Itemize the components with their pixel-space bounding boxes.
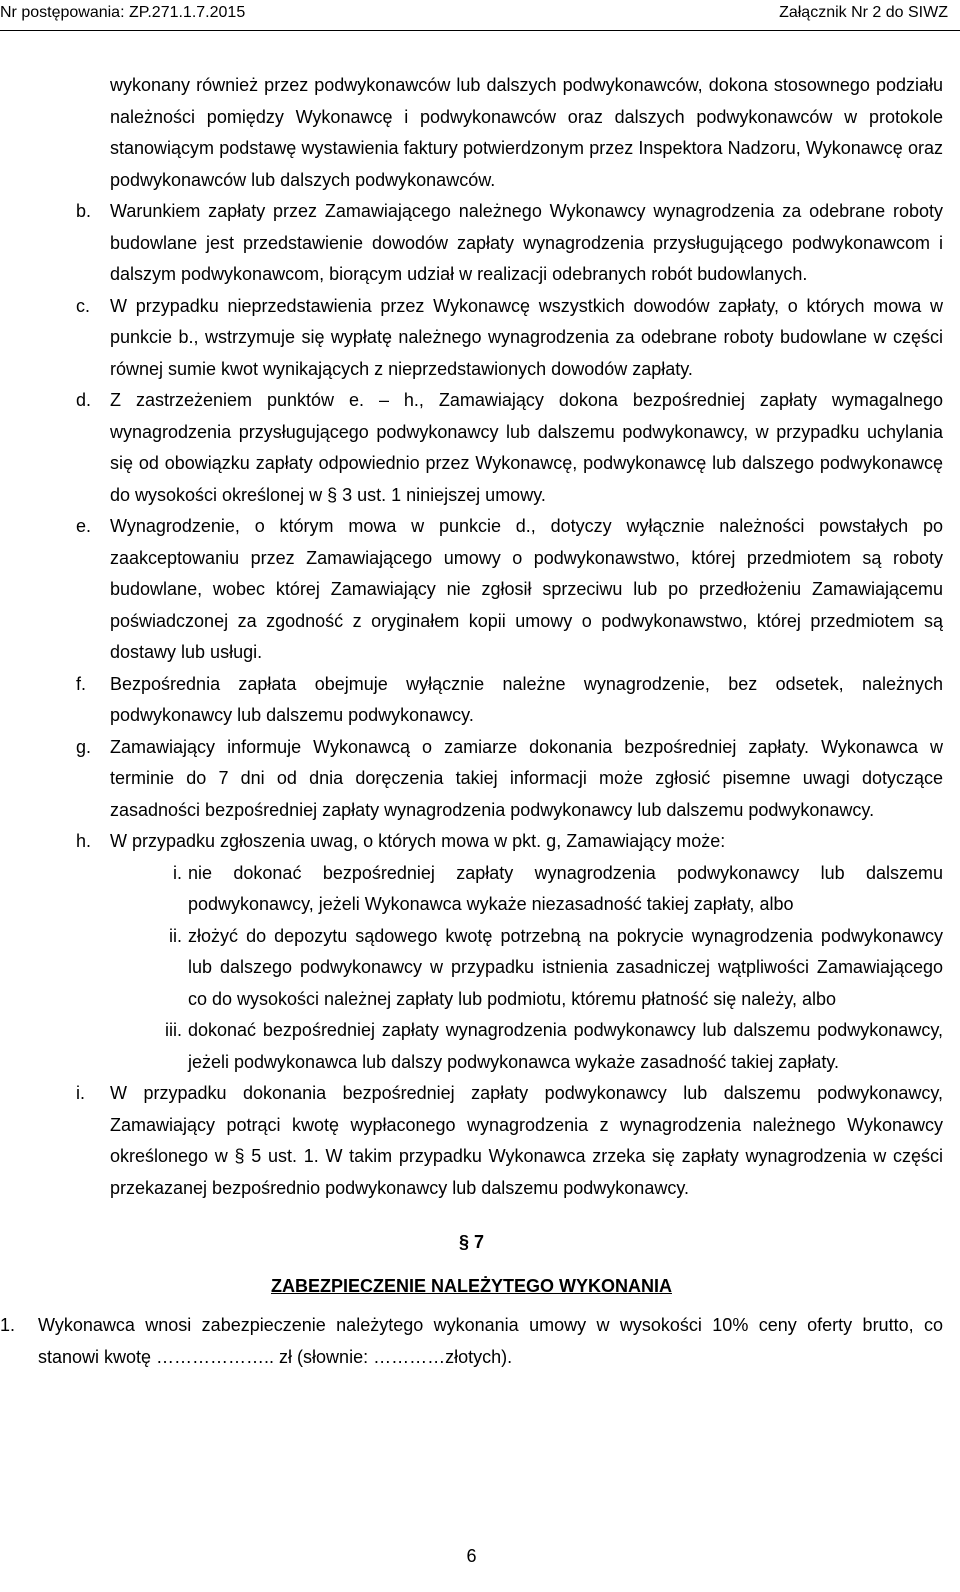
sublist-item-text: dokonać bezpośredniej zapłaty wynagrodzenia podwykonawcy lub dalszemu podwykonawcy, jeżeli podwykonawca lub dalszy podwykonawca wykaże zasadność takiej zapłaty. [188, 1020, 943, 1072]
list-marker: h. [76, 831, 92, 851]
section-item-text: Wykonawca wnosi zabezpieczenie należytego wykonania umowy w wysokości 10% ceny oferty brutto, co stanowi kwotę ……………….. zł (słownie: …………złotych). [38, 1315, 943, 1367]
list-item-text: Wynagrodzenie, o którym mowa w punkcie d., dotyczy wyłącznie należności powstałych po zaakceptowaniu przez Zamawiającego umowy o podwykonawstwo, której przedmiotem są roboty budowlane, wobec której Zamawiający nie zgłosił sprzeciwu lub po przedłożeniu Zamawiającemu poświadczonej za zgodność z oryginałem kopii umowy o podwykonawstwo, której przedmiotem są dostawy lub usługi. [110, 516, 943, 662]
list-item-c [76, 291, 943, 386]
sublist-item-ii [169, 921, 943, 1016]
header-reference: Nr postępowania: ZP.271.1.7.2015 [0, 4, 246, 21]
sublist-item-i [173, 858, 943, 921]
continued-paragraph: wykonany również przez podwykonawców lub dalszych podwykonawców, dokona stosownego podziału należności pomiędzy Wykonawcę i podwykonawców oraz dalszych podwykonawców w protokole stanowiącym podstawę wystawienia faktury potwierdzonym przez Inspektora Nadzoru, Wykonawcę oraz podwykonawców lub dalszych podwykonawców. [110, 75, 943, 190]
sublist-item-text: nie dokonać bezpośredniej zapłaty wynagrodzenia podwykonawcy lub dalszemu podwykonawcy, jeżeli Wykonawca wykaże niezasadność takiej zapłaty, albo [188, 862, 943, 914]
page-number: 6 [466, 1546, 477, 1566]
list-item-e [76, 511, 943, 669]
list-marker: g. [76, 736, 92, 757]
list-item-h [76, 826, 943, 858]
list-item-b [76, 196, 943, 291]
header-attachment: Załącznik Nr 2 do SIWZ [779, 4, 948, 21]
list-item-f [76, 669, 943, 732]
section-title: ZABEZPIECZENIE NALEŻYTEGO WYKONANIA [270, 1276, 672, 1296]
sublist-marker: iii. [165, 1020, 182, 1040]
section-item-1 [0, 1310, 943, 1373]
list-item-text: Zamawiający informuje Wykonawcą o zamiarze dokonania bezpośredniej zapłaty. Wykonawca w terminie do 7 dni od dnia doręczenia takiej informacji może zgłosić pisemne uwagi dotyczące zasadności bezpośredniej zapłaty wynagrodzenia podwykonawcy lub dalszemu podwykonawcy. [110, 736, 943, 820]
list-marker: d. [76, 390, 92, 410]
list-item-text: Z zastrzeżeniem punktów e. – h., Zamawiający dokona bezpośredniej zapłaty wymagalnego wynagrodzenia przysługującego podwykonawcy lub dalszemu podwykonawcy, w przypadku uchylania się od obowiązku zapłaty odpowiednio przez Wykonawcę, podwykonawcę lub dalszego podwykonawcę do wysokości określonej w § 3 ust. 1 niniejszej umowy. [110, 390, 943, 505]
list-marker: f. [76, 673, 87, 694]
sublist-marker: ii. [169, 925, 182, 946]
list-item-d [76, 385, 943, 511]
list-item-text: W przypadku nieprzedstawienia przez Wykonawcę wszystkich dowodów zapłaty, o których mowa w punkcie b., wstrzymuje się wypłatę należnego wynagrodzenia za odebrane roboty budowlane w części równej sumie kwot wynikających z nieprzedstawionych dowodów zapłaty. [110, 295, 943, 379]
list-item-g [76, 732, 943, 827]
sublist-item-iii [165, 1015, 943, 1078]
document-body [0, 70, 960, 1373]
list-marker: i. [76, 1083, 85, 1103]
sublist-marker: i. [173, 862, 182, 883]
header-divider [0, 30, 960, 31]
list-item-text: W przypadku zgłoszenia uwag, o których mowa w pkt. g, Zamawiający może: [110, 831, 726, 851]
section-item-marker: 1. [0, 1315, 16, 1335]
list-marker: c. [76, 295, 91, 316]
page-header [0, 2, 960, 28]
list-marker: e. [76, 516, 92, 536]
list-marker: b. [76, 201, 92, 221]
section-number: § 7 [458, 1232, 485, 1252]
list-item-text: Bezpośrednia zapłata obejmuje wyłącznie należne wynagrodzenie, bez odsetek, należnych podwykonawcy lub dalszemu podwykonawcy. [110, 673, 943, 725]
sublist-item-text: złożyć do depozytu sądowego kwotę potrzebną na pokrycie wynagrodzenia podwykonawcy lub dalszego podwykonawcy w przypadku istnienia zasadniczej wątpliwości Zamawiającego co do wysokości należnej zapłaty lub podmiotu, któremu płatność się należy, albo [188, 925, 943, 1009]
list-item-i [76, 1078, 943, 1204]
list-item-text: Warunkiem zapłaty przez Zamawiającego należnego Wykonawcy wynagrodzenia za odebrane roboty budowlane jest przedstawienie dowodów zapłaty wynagrodzenia przysługującego podwykonawcom i dalszym podwykonawcom, biorącym udział w realizacji odebranych robót budowlanych. [110, 201, 943, 284]
list-item-text: W przypadku dokonania bezpośredniej zapłaty podwykonawcy lub dalszemu podwykonawcy, Zamawiający potrąci kwotę wypłaconego wynagrodzenia z wynagrodzenia należnego Wykonawcy określonego w § 5 ust. 1. W takim przypadku Wykonawca zrzeka się zapłaty wynagrodzenia w części przekazanej bezpośrednio podwykonawcy lub dalszemu podwykonawcy. [110, 1083, 943, 1198]
